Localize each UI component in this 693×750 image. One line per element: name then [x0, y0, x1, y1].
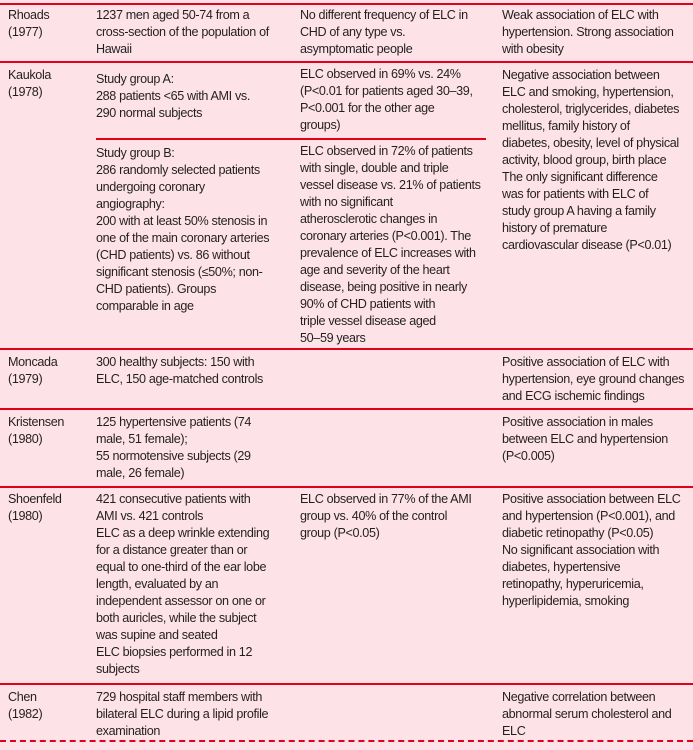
study-author: Shoenfeld (1980) — [8, 492, 62, 523]
study-population: 125 hypertensive patients (74 male, 51 female); 55 normotensive subjects (29 male, 26 female) — [96, 415, 252, 480]
row-divider — [0, 486, 693, 488]
subrow-divider — [96, 138, 486, 140]
study-author: Kaukola (1978) — [8, 68, 52, 99]
row-divider — [0, 683, 693, 685]
study-associations: Negative correlation between abnormal serum cholesterol and ELC — [502, 690, 672, 738]
study-findings: ELC observed in 69% vs. 24% (P<0.01 for patients aged 30–39, P<0.001 for the other age groups) — [300, 67, 473, 132]
study-population: 729 hospital staff members with bilateral ELC during a lipid profile examination — [96, 690, 269, 738]
study-author: Chen (1982) — [8, 690, 43, 721]
table-top-rule — [0, 3, 693, 5]
row-divider — [0, 61, 693, 63]
study-author: Kristensen (1980) — [8, 415, 65, 446]
study-findings: ELC observed in 77% of the AMI group vs. 40% of the control group (P<0.05) — [300, 492, 472, 540]
study-associations: Negative association between ELC and smoking, hypertension, cholesterol, triglycerides, diabetes mellitus, family history of diabetes, obesity, level of physical activity, blood group, birth place The only significant difference was for patients with ELC of study group A having a family history of premature cardiovascular disease (P<0.01) — [502, 68, 680, 252]
study-findings-group-b: ELC observed in 72% of patients with single, double and triple vessel disease vs. 21% of patients with no significant atherosclerotic changes in coronary arteries (P<0.001). The prevalence of ELC increases with age and severity of the heart disease, being positive in nearly 90% of CHD patients with triple vessel disease aged 50–59 years — [300, 144, 481, 345]
study-population: 1237 men aged 50-74 from a cross-section of the population of Hawaii — [96, 8, 269, 56]
study-associations: Positive association in males between ELC and hypertension (P<0.005) — [502, 415, 668, 463]
study-associations: Positive association between ELC and hypertension (P<0.001), and diabetic retinopathy (P<0.05) No significant association with diabetes, hypertensive retinopathy, hyperuricemia, hyperlipidemia, smoking — [502, 492, 681, 608]
study-author: Moncada (1979) — [8, 355, 58, 386]
study-associations: Weak association of ELC with hypertension. Strong association with obesity — [502, 8, 674, 56]
study-population: 421 consecutive patients with AMI vs. 421 controls ELC as a deep wrinkle extending for a distance greater than or equal to one-third of the ear lobe length, evaluated by an independent assessor on one or both auricles, while the subject was supine and seated ELC biopsies performed in 12 subjects — [96, 492, 270, 676]
row-divider — [0, 348, 693, 350]
study-population: Study group A: 288 patients <65 with AMI vs. 290 normal subjects — [96, 72, 251, 120]
study-findings: No different frequency of ELC in CHD of any type vs. asymptomatic people — [300, 8, 468, 56]
study-population-group-b: Study group B: 286 randomly selected patients undergoing coronary angiography: 200 with at least 50% stenosis in one of the main coronary arteries (CHD patients) vs. 86 without significant stenosis (≤50%; non- CHD patients). Groups comparable in age — [96, 146, 270, 313]
table-continuation-rule — [0, 740, 693, 742]
study-author: Rhoads (1977) — [8, 8, 50, 39]
study-population: 300 healthy subjects: 150 with ELC, 150 age-matched controls — [96, 355, 263, 386]
row-divider — [0, 408, 693, 410]
study-associations: Positive association of ELC with hypertension, eye ground changes and ECG ischemic findings — [502, 355, 685, 403]
